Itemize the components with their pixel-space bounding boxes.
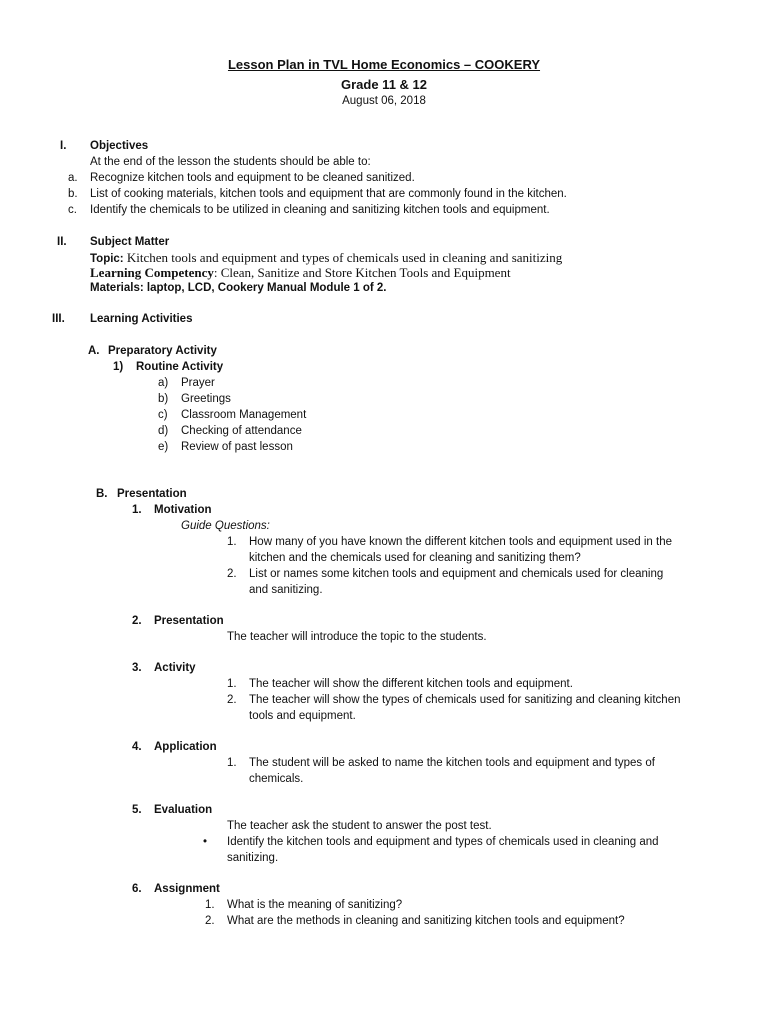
bullet-marker: • [203, 836, 208, 848]
objectives-intro: At the end of the lesson the students should be able to: [90, 156, 371, 168]
list-marker: 3. [132, 662, 142, 674]
subheading-motivation: Motivation [154, 504, 212, 516]
guide-questions-label: Guide Questions: [181, 520, 270, 532]
assignment-item: What are the methods in cleaning and sanitizing kitchen tools and equipment? [227, 915, 625, 927]
lesson-date: August 06, 2018 [342, 95, 426, 107]
list-marker: B. [96, 488, 108, 500]
question-text: How many of you have known the different kitchen tools and equipment used in the [249, 536, 672, 548]
section-heading-subject-matter: Subject Matter [90, 236, 170, 248]
subheading-presentation: Presentation [117, 488, 187, 500]
list-marker: 1. [205, 899, 215, 911]
section-number: III. [52, 313, 65, 325]
list-marker: 5. [132, 804, 142, 816]
objective-item: List of cooking materials, kitchen tools and equipment that are commonly found in the kitchen. [90, 188, 567, 200]
list-marker: A. [88, 345, 100, 357]
topic-label: Topic: [90, 253, 124, 265]
routine-item: Classroom Management [181, 409, 307, 421]
competency-label: Learning Competency [90, 265, 214, 280]
assignment-item: What is the meaning of sanitizing? [227, 899, 403, 911]
subheading-activity: Activity [154, 662, 196, 674]
document-title: Lesson Plan in TVL Home Economics – COOKERY [227, 57, 541, 72]
list-marker: a. [68, 172, 78, 184]
section-heading-learning-activities: Learning Activities [90, 313, 193, 325]
grade-level: Grade 11 & 12 [341, 77, 427, 92]
routine-item: Greetings [181, 393, 231, 405]
list-marker: 1. [132, 504, 142, 516]
list-marker: 2. [132, 615, 142, 627]
question-text: kitchen and the chemicals used for cleaning and sanitizing them? [249, 552, 581, 564]
subheading-preparatory-activity: Preparatory Activity [108, 345, 217, 357]
subheading-evaluation: Evaluation [154, 804, 213, 816]
section-number: I. [60, 140, 67, 152]
list-marker: 2. [205, 915, 215, 927]
routine-item: Checking of attendance [181, 425, 302, 437]
list-marker: e) [158, 441, 169, 453]
list-marker: b) [158, 393, 169, 405]
section-number: II. [57, 236, 67, 248]
competency-line [90, 266, 511, 281]
competency-text: : Clean, Sanitize and Store Kitchen Tools and Equipment [213, 265, 511, 280]
subheading-routine-activity: Routine Activity [136, 361, 224, 373]
activity-item: tools and equipment. [249, 710, 356, 722]
evaluation-item: Identify the kitchen tools and equipment and types of chemicals used in cleaning and [227, 836, 659, 848]
presentation-text: The teacher will introduce the topic to the students. [227, 631, 487, 643]
list-marker: b. [68, 188, 78, 200]
question-text: and sanitizing. [249, 584, 323, 596]
list-marker: 6. [132, 883, 142, 895]
activity-item: The teacher will show the types of chemicals used for sanitizing and cleaning kitchen [249, 694, 681, 706]
topic-line [90, 251, 562, 266]
routine-item: Review of past lesson [181, 441, 293, 453]
list-marker: 2. [227, 694, 237, 706]
objective-item: Recognize kitchen tools and equipment to be cleaned sanitized. [90, 172, 415, 184]
list-marker: 1. [227, 678, 237, 690]
question-text: List or names some kitchen tools and equipment and chemicals used for cleaning [249, 568, 664, 580]
list-marker: 4. [132, 741, 142, 753]
activity-item: The teacher will show the different kitchen tools and equipment. [249, 678, 573, 690]
list-marker: 2. [227, 568, 237, 580]
application-item: The student will be asked to name the kitchen tools and equipment and types of [249, 757, 655, 769]
list-marker: c. [68, 204, 77, 216]
objective-item: Identify the chemicals to be utilized in cleaning and sanitizing kitchen tools and equipment. [90, 204, 550, 216]
list-marker: d) [158, 425, 169, 437]
list-marker: 1. [227, 536, 237, 548]
evaluation-item: sanitizing. [227, 852, 279, 864]
subheading-presentation-step: Presentation [154, 615, 224, 627]
topic-text: Kitchen tools and equipment and types of chemicals used in cleaning and sanitizing [126, 250, 563, 265]
list-marker: c) [158, 409, 168, 421]
evaluation-text: The teacher ask the student to answer the post test. [227, 820, 492, 832]
list-marker: 1. [227, 757, 237, 769]
materials-line: Materials: laptop, LCD, Cookery Manual Module 1 of 2. [90, 282, 387, 294]
section-heading-objectives: Objectives [90, 140, 149, 152]
application-item: chemicals. [249, 773, 304, 785]
list-marker: 1) [113, 361, 124, 373]
routine-item: Prayer [181, 377, 215, 389]
list-marker: a) [158, 377, 169, 389]
subheading-assignment: Assignment [154, 883, 220, 895]
subheading-application: Application [154, 741, 217, 753]
